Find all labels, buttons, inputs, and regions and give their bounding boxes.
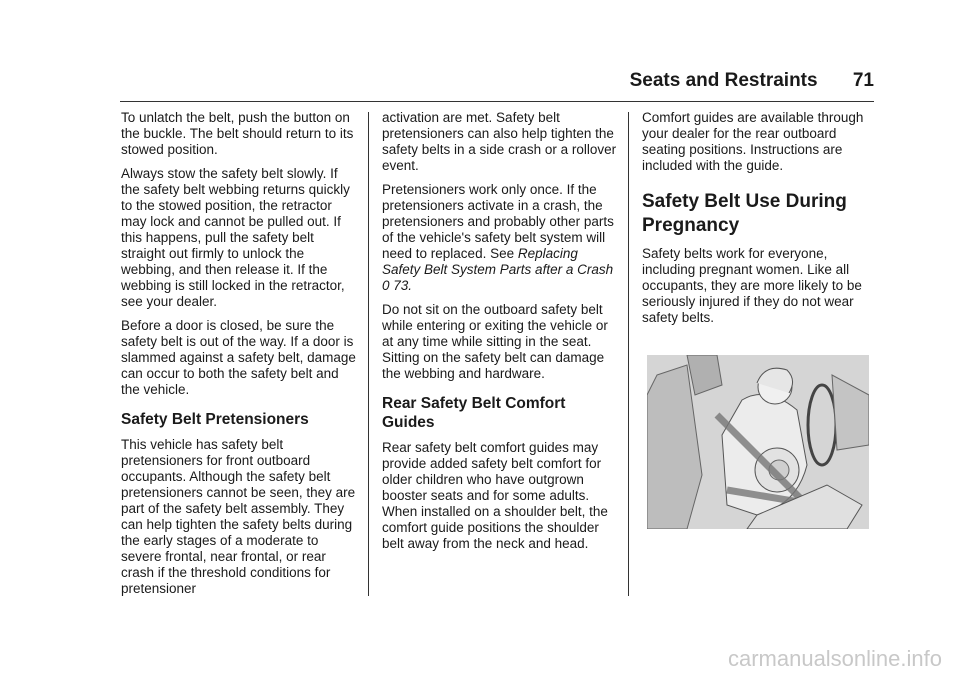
paragraph: Rear safety belt comfort guides may provide added safety belt comfort for older children who have outgrown booster seats and for some adults. When installed on a shoulder belt, the comfort guide positions the shoulder belt away from the neck and head. bbox=[382, 440, 608, 551]
paragraph: activation are met. Safety belt pretensioners can also help tighten the safety belts in a side crash or a rollover event. bbox=[382, 110, 617, 173]
page-header bbox=[630, 70, 874, 92]
column-1 bbox=[121, 110, 357, 605]
paragraph: Always stow the safety belt slowly. If the safety belt webbing returns quickly to the stowed position, the retractor may lock and cannot be pulled out. If this happens, pull the safety belt straight out firmly to unlock the webbing, and then release it. If the webbing is still locked in the retractor, see your dealer. bbox=[121, 166, 350, 309]
paragraph: Do not sit on the outboard safety belt while entering or exiting the vehicle or at any time while sitting in the seat. Sitting on the safety belt can damage the webbing and hardware. bbox=[382, 302, 608, 381]
section-heading: Safety Belt Pretensioners bbox=[121, 411, 309, 428]
column-divider bbox=[628, 112, 629, 596]
paragraph: Comfort guides are available through your dealer for the rear outboard seating positions. Instructions are included with the guide. bbox=[642, 110, 864, 173]
section-heading: Rear Safety Belt Comfort Guides bbox=[382, 395, 566, 431]
paragraph-text: Pretensioners work only once. If the pretensioners activate in a crash, the pretensioners and probably other parts of the vehicle's safety belt system will need to replaced. See bbox=[382, 182, 614, 261]
page-number: 71 bbox=[852, 70, 874, 91]
pregnant-driver-illustration-icon bbox=[647, 355, 869, 529]
column-2 bbox=[382, 110, 618, 560]
column-divider bbox=[368, 112, 369, 596]
section-title: Seats and Restraints bbox=[629, 70, 818, 91]
paragraph bbox=[382, 182, 618, 294]
paragraph: This vehicle has safety belt pretensioners for front outboard occupants. Although the safety belt pretensioners cannot be seen, they are part of the safety belt assembly. They can help tighten the safety belts during the early stages of a moderate to severe frontal, near frontal, or rear crash if the threshold conditions for pretensioner bbox=[121, 437, 356, 596]
cross-reference-link[interactable]: Replacing Safety Belt System Parts after a Crash bbox=[382, 246, 614, 277]
page-reference[interactable]: 0 73. bbox=[382, 278, 413, 293]
section-heading-large: Safety Belt Use During Pregnancy bbox=[642, 191, 847, 236]
watermark: carmanualsonline.info bbox=[727, 646, 942, 671]
paragraph: Before a door is closed, be sure the safety belt is out of the way. If a door is slammed against a safety belt, damage can occur to both the safety belt and the vehicle. bbox=[121, 318, 356, 397]
column-3 bbox=[642, 110, 878, 334]
paragraph: To unlatch the belt, push the button on the buckle. The belt should return to its stowed position. bbox=[121, 110, 354, 157]
header-rule bbox=[120, 101, 874, 102]
paragraph: Safety belts work for everyone, including pregnant women. Like all occupants, they are more likely to be seriously injured if they do not wear safety belts. bbox=[642, 246, 862, 325]
